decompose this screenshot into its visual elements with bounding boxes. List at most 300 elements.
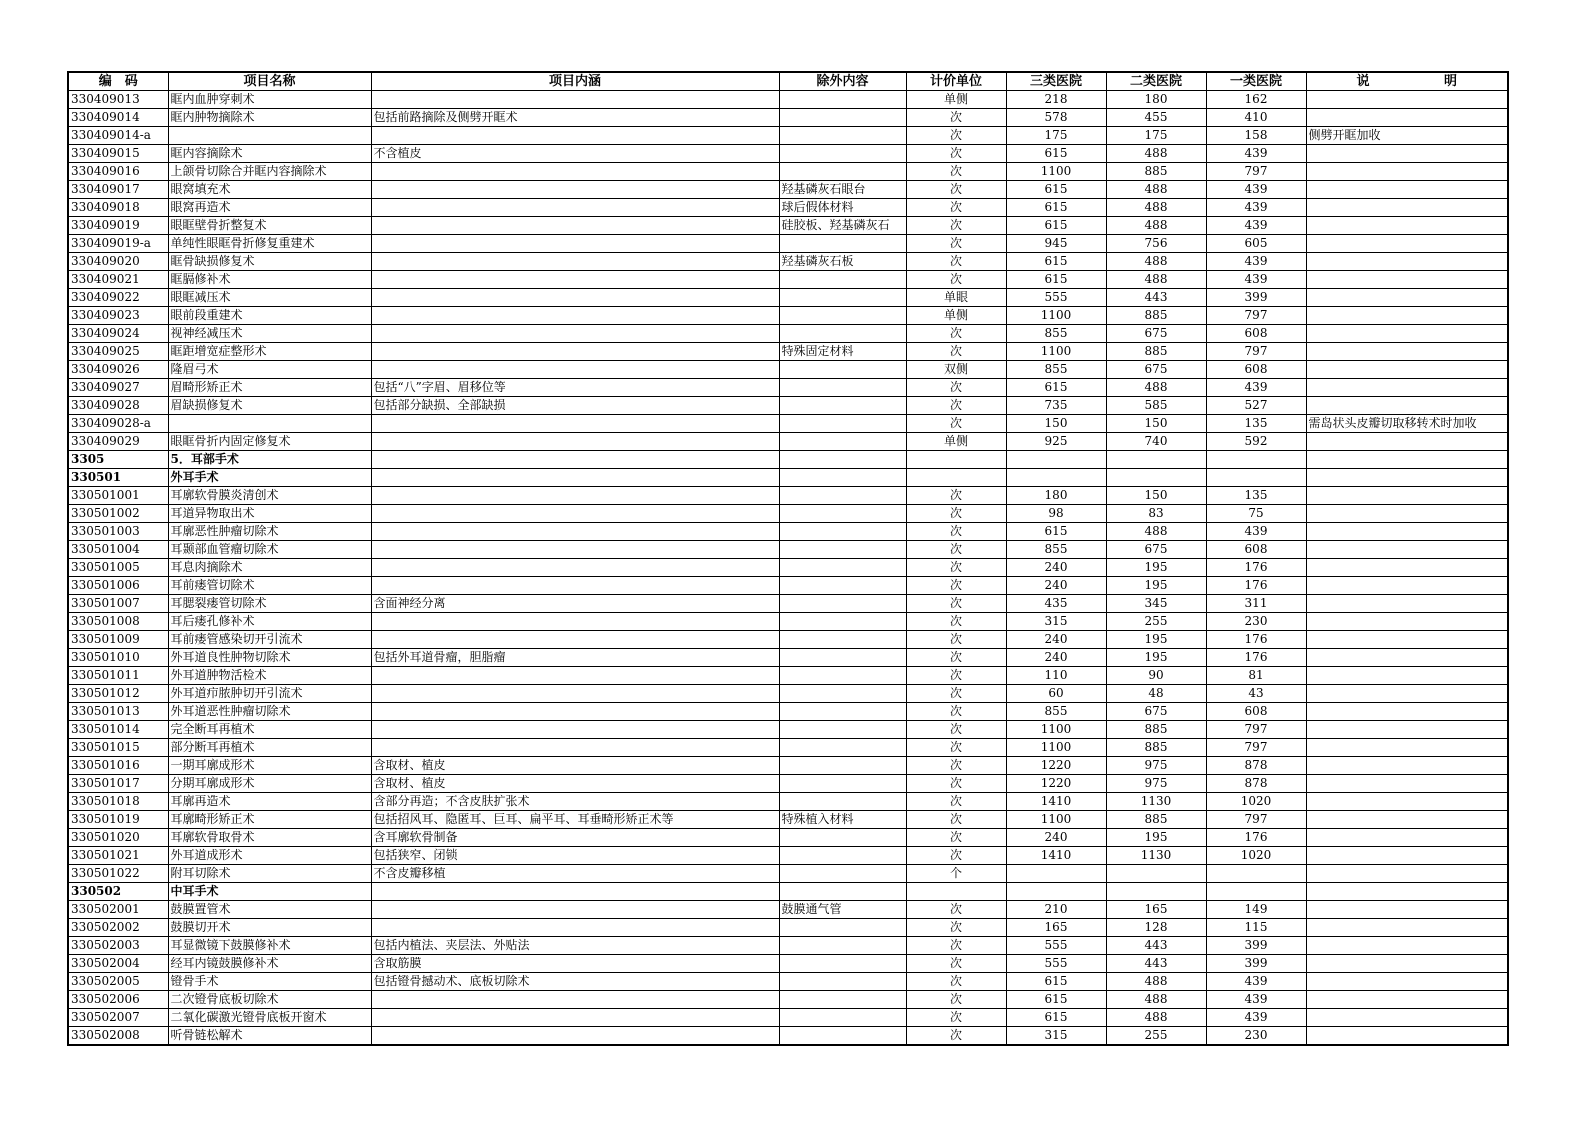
cell-content: 包括内植法、夹层法、外贴法 <box>371 937 779 955</box>
header-name: 项目名称 <box>168 72 371 91</box>
cell-name: 部分断耳再植术 <box>168 739 371 757</box>
cell-code: 330409022 <box>68 289 168 307</box>
cell-excluded: 硅胶板、羟基磷灰石 <box>779 217 906 235</box>
cell-note <box>1306 973 1508 991</box>
cell-code: 330501001 <box>68 487 168 505</box>
table-row <box>68 577 1508 595</box>
cell-price-class2: 488 <box>1106 973 1206 991</box>
cell-unit: 次 <box>906 685 1006 703</box>
cell-excluded <box>779 703 906 721</box>
cell-price-class3: 1100 <box>1006 307 1106 325</box>
cell-name: 眼眶壁骨折整复术 <box>168 217 371 235</box>
cell-price-class2: 180 <box>1106 91 1206 109</box>
cell-price-class2: 150 <box>1106 415 1206 433</box>
cell-content: 包括前路摘除及侧劈开眶术 <box>371 109 779 127</box>
cell-name: 中耳手术 <box>168 883 371 901</box>
cell-content <box>371 505 779 523</box>
cell-name: 眶内容摘除术 <box>168 145 371 163</box>
cell-content <box>371 235 779 253</box>
cell-note <box>1306 811 1508 829</box>
cell-content <box>371 613 779 631</box>
cell-content: 包括外耳道骨瘤，胆脂瘤 <box>371 649 779 667</box>
cell-price-class1: 797 <box>1206 739 1306 757</box>
cell-price-class2: 885 <box>1106 343 1206 361</box>
cell-price-class1: 439 <box>1206 523 1306 541</box>
table-row <box>68 685 1508 703</box>
cell-excluded <box>779 613 906 631</box>
cell-price-class3 <box>1006 865 1106 883</box>
cell-name: 外耳道肿物活检术 <box>168 667 371 685</box>
cell-price-class2 <box>1106 865 1206 883</box>
cell-code: 330409015 <box>68 145 168 163</box>
table-row <box>68 109 1508 127</box>
table-row <box>68 343 1508 361</box>
table-row <box>68 757 1508 775</box>
cell-unit: 次 <box>906 703 1006 721</box>
cell-content <box>371 631 779 649</box>
cell-unit: 个 <box>906 865 1006 883</box>
cell-content <box>371 1009 779 1027</box>
cell-price-class3: 855 <box>1006 703 1106 721</box>
cell-note <box>1306 523 1508 541</box>
cell-note <box>1306 235 1508 253</box>
cell-price-class3 <box>1006 469 1106 487</box>
cell-content <box>371 253 779 271</box>
cell-price-class1: 230 <box>1206 613 1306 631</box>
cell-note <box>1306 109 1508 127</box>
cell-code: 330502005 <box>68 973 168 991</box>
cell-price-class3: 1410 <box>1006 793 1106 811</box>
cell-code: 330501008 <box>68 613 168 631</box>
cell-note <box>1306 91 1508 109</box>
cell-price-class1: 399 <box>1206 955 1306 973</box>
cell-unit: 次 <box>906 721 1006 739</box>
table-row <box>68 127 1508 145</box>
table-row <box>68 487 1508 505</box>
cell-price-class2: 443 <box>1106 937 1206 955</box>
cell-code: 330409025 <box>68 343 168 361</box>
header-unit: 计价单位 <box>906 72 1006 91</box>
cell-unit: 次 <box>906 325 1006 343</box>
table-row <box>68 361 1508 379</box>
table-row <box>68 559 1508 577</box>
cell-content <box>371 685 779 703</box>
header-row <box>68 72 1508 91</box>
table-row <box>68 163 1508 181</box>
cell-note <box>1306 721 1508 739</box>
cell-price-class3: 240 <box>1006 829 1106 847</box>
cell-price-class3: 240 <box>1006 631 1106 649</box>
cell-content: 含部分再造；不含皮肤扩张术 <box>371 793 779 811</box>
cell-content <box>371 667 779 685</box>
cell-unit <box>906 451 1006 469</box>
cell-note <box>1306 685 1508 703</box>
table-body <box>68 91 1508 1046</box>
table-row <box>68 325 1508 343</box>
cell-price-class3: 735 <box>1006 397 1106 415</box>
cell-note <box>1306 739 1508 757</box>
cell-name: 附耳切除术 <box>168 865 371 883</box>
cell-price-class3: 555 <box>1006 937 1106 955</box>
cell-excluded <box>779 523 906 541</box>
cell-code: 330501018 <box>68 793 168 811</box>
cell-note <box>1306 901 1508 919</box>
cell-note <box>1306 199 1508 217</box>
cell-price-class1: 797 <box>1206 307 1306 325</box>
cell-note <box>1306 649 1508 667</box>
table-row <box>68 415 1508 433</box>
table-row <box>68 1009 1508 1027</box>
table-row <box>68 811 1508 829</box>
price-table-sheet <box>67 71 1507 1046</box>
cell-price-class3: 615 <box>1006 253 1106 271</box>
cell-code: 330502002 <box>68 919 168 937</box>
cell-price-class1: 176 <box>1206 577 1306 595</box>
cell-excluded <box>779 1009 906 1027</box>
cell-price-class3: 240 <box>1006 649 1106 667</box>
table-row <box>68 667 1508 685</box>
cell-price-class1: 608 <box>1206 325 1306 343</box>
cell-name: 鼓膜切开术 <box>168 919 371 937</box>
cell-price-class2: 175 <box>1106 127 1206 145</box>
cell-name: 经耳内镜鼓膜修补术 <box>168 955 371 973</box>
cell-unit: 次 <box>906 595 1006 613</box>
cell-name: 外耳道恶性肿瘤切除术 <box>168 703 371 721</box>
cell-price-class3: 615 <box>1006 991 1106 1009</box>
cell-unit: 单侧 <box>906 433 1006 451</box>
header-note-right: 明 <box>1443 74 1457 89</box>
table-row <box>68 505 1508 523</box>
cell-price-class3: 1410 <box>1006 847 1106 865</box>
cell-note <box>1306 865 1508 883</box>
cell-excluded: 特殊固定材料 <box>779 343 906 361</box>
cell-note <box>1306 181 1508 199</box>
cell-name: 眼眶骨折内固定修复术 <box>168 433 371 451</box>
cell-excluded <box>779 577 906 595</box>
cell-unit: 单眼 <box>906 289 1006 307</box>
table-row <box>68 253 1508 271</box>
cell-price-class2: 885 <box>1106 307 1206 325</box>
cell-code: 3305 <box>68 451 168 469</box>
cell-price-class2: 585 <box>1106 397 1206 415</box>
cell-name: 耳廓软骨取骨术 <box>168 829 371 847</box>
cell-excluded <box>779 325 906 343</box>
cell-excluded <box>779 505 906 523</box>
cell-excluded <box>779 415 906 433</box>
section-row <box>68 451 1508 469</box>
cell-price-class3: 615 <box>1006 379 1106 397</box>
cell-price-class1: 797 <box>1206 343 1306 361</box>
cell-price-class3: 615 <box>1006 181 1106 199</box>
cell-name: 隆眉弓术 <box>168 361 371 379</box>
cell-unit: 次 <box>906 523 1006 541</box>
cell-content <box>371 523 779 541</box>
cell-price-class3: 110 <box>1006 667 1106 685</box>
section-row <box>68 883 1508 901</box>
cell-price-class2: 488 <box>1106 271 1206 289</box>
table-row <box>68 631 1508 649</box>
cell-code: 330501002 <box>68 505 168 523</box>
table-row <box>68 397 1508 415</box>
cell-note <box>1306 919 1508 937</box>
cell-code: 330501 <box>68 469 168 487</box>
cell-excluded <box>779 541 906 559</box>
cell-code: 330409027 <box>68 379 168 397</box>
cell-price-class3: 1220 <box>1006 757 1106 775</box>
cell-excluded <box>779 433 906 451</box>
cell-price-class2: 443 <box>1106 955 1206 973</box>
cell-price-class3: 60 <box>1006 685 1106 703</box>
cell-unit: 次 <box>906 487 1006 505</box>
cell-price-class3: 315 <box>1006 613 1106 631</box>
cell-unit: 次 <box>906 145 1006 163</box>
cell-excluded <box>779 289 906 307</box>
cell-price-class1: 158 <box>1206 127 1306 145</box>
header-note <box>1306 72 1508 91</box>
cell-note <box>1306 757 1508 775</box>
cell-code: 330502007 <box>68 1009 168 1027</box>
table-row <box>68 217 1508 235</box>
cell-price-class2: 165 <box>1106 901 1206 919</box>
cell-name: 分期耳廓成形术 <box>168 775 371 793</box>
header-class3: 三类医院 <box>1006 72 1106 91</box>
cell-note <box>1306 289 1508 307</box>
cell-price-class3: 150 <box>1006 415 1106 433</box>
cell-content <box>371 127 779 145</box>
cell-note <box>1306 271 1508 289</box>
cell-code: 330501012 <box>68 685 168 703</box>
cell-excluded <box>779 163 906 181</box>
cell-price-class3: 1100 <box>1006 343 1106 361</box>
cell-code: 330501019 <box>68 811 168 829</box>
cell-price-class2: 885 <box>1106 721 1206 739</box>
cell-note <box>1306 829 1508 847</box>
cell-content <box>371 451 779 469</box>
cell-note <box>1306 217 1508 235</box>
cell-unit: 次 <box>906 127 1006 145</box>
cell-content <box>371 199 779 217</box>
cell-note <box>1306 541 1508 559</box>
cell-name: 视神经减压术 <box>168 325 371 343</box>
cell-content <box>371 541 779 559</box>
cell-unit: 次 <box>906 667 1006 685</box>
cell-name: 眼窝填充术 <box>168 181 371 199</box>
cell-price-class2: 255 <box>1106 613 1206 631</box>
cell-price-class3: 615 <box>1006 973 1106 991</box>
cell-note <box>1306 325 1508 343</box>
cell-unit: 次 <box>906 1009 1006 1027</box>
cell-price-class1: 162 <box>1206 91 1306 109</box>
cell-price-class2: 488 <box>1106 145 1206 163</box>
cell-name: 耳廓恶性肿瘤切除术 <box>168 523 371 541</box>
cell-price-class3: 615 <box>1006 1009 1106 1027</box>
cell-code: 330409013 <box>68 91 168 109</box>
cell-code: 330502 <box>68 883 168 901</box>
cell-unit: 次 <box>906 901 1006 919</box>
cell-price-class3: 578 <box>1006 109 1106 127</box>
cell-name: 外耳道成形术 <box>168 847 371 865</box>
cell-price-class1: 439 <box>1206 253 1306 271</box>
cell-content: 包括部分缺损、全部缺损 <box>371 397 779 415</box>
cell-price-class2: 675 <box>1106 361 1206 379</box>
table-row <box>68 955 1508 973</box>
cell-name: 单纯性眼眶骨折修复重建术 <box>168 235 371 253</box>
cell-excluded <box>779 955 906 973</box>
cell-unit: 次 <box>906 199 1006 217</box>
cell-code: 330409029 <box>68 433 168 451</box>
cell-price-class3 <box>1006 451 1106 469</box>
cell-code: 330501016 <box>68 757 168 775</box>
cell-price-class3: 435 <box>1006 595 1106 613</box>
cell-note <box>1306 667 1508 685</box>
cell-content <box>371 415 779 433</box>
cell-note <box>1306 991 1508 1009</box>
cell-excluded <box>779 919 906 937</box>
cell-code: 330409020 <box>68 253 168 271</box>
cell-content <box>371 343 779 361</box>
cell-excluded: 球后假体材料 <box>779 199 906 217</box>
cell-excluded <box>779 739 906 757</box>
cell-unit: 次 <box>906 757 1006 775</box>
cell-price-class1: 176 <box>1206 631 1306 649</box>
table-row <box>68 523 1508 541</box>
cell-unit <box>906 469 1006 487</box>
cell-excluded <box>779 757 906 775</box>
cell-code: 330409019-a <box>68 235 168 253</box>
cell-price-class3: 855 <box>1006 325 1106 343</box>
section-row <box>68 469 1508 487</box>
cell-content <box>371 469 779 487</box>
cell-excluded <box>779 667 906 685</box>
cell-name: 眼眶减压术 <box>168 289 371 307</box>
cell-name: 完全断耳再植术 <box>168 721 371 739</box>
table-row <box>68 145 1508 163</box>
cell-name: 耳道异物取出术 <box>168 505 371 523</box>
cell-code: 330501011 <box>68 667 168 685</box>
cell-price-class2 <box>1106 883 1206 901</box>
cell-price-class2: 488 <box>1106 253 1206 271</box>
cell-excluded <box>779 775 906 793</box>
cell-price-class1: 439 <box>1206 379 1306 397</box>
cell-unit: 次 <box>906 973 1006 991</box>
cell-excluded <box>779 973 906 991</box>
cell-content <box>371 1027 779 1046</box>
cell-price-class1: 439 <box>1206 181 1306 199</box>
cell-note <box>1306 433 1508 451</box>
cell-price-class1 <box>1206 865 1306 883</box>
cell-price-class1: 605 <box>1206 235 1306 253</box>
cell-content <box>371 433 779 451</box>
cell-price-class1: 878 <box>1206 757 1306 775</box>
cell-price-class1: 797 <box>1206 163 1306 181</box>
cell-note <box>1306 631 1508 649</box>
cell-price-class1: 439 <box>1206 217 1306 235</box>
cell-name: 耳廓软骨膜炎清创术 <box>168 487 371 505</box>
cell-unit: 单侧 <box>906 307 1006 325</box>
cell-code: 330409028 <box>68 397 168 415</box>
cell-excluded <box>779 451 906 469</box>
cell-price-class1: 135 <box>1206 415 1306 433</box>
cell-price-class3: 1100 <box>1006 163 1106 181</box>
cell-excluded <box>779 361 906 379</box>
cell-unit: 次 <box>906 649 1006 667</box>
cell-note: 需岛状头皮瓣切取移转术时加收 <box>1306 415 1508 433</box>
cell-code: 330409026 <box>68 361 168 379</box>
cell-unit <box>906 883 1006 901</box>
cell-code: 330502003 <box>68 937 168 955</box>
cell-price-class3: 615 <box>1006 145 1106 163</box>
cell-content <box>371 271 779 289</box>
cell-price-class1: 592 <box>1206 433 1306 451</box>
cell-code: 330501004 <box>68 541 168 559</box>
cell-content <box>371 181 779 199</box>
cell-price-class1: 608 <box>1206 541 1306 559</box>
cell-content <box>371 307 779 325</box>
cell-price-class1: 410 <box>1206 109 1306 127</box>
cell-price-class3: 1100 <box>1006 739 1106 757</box>
cell-content <box>371 487 779 505</box>
cell-content <box>371 883 779 901</box>
cell-code: 330501007 <box>68 595 168 613</box>
cell-price-class1: 527 <box>1206 397 1306 415</box>
cell-price-class2: 488 <box>1106 379 1206 397</box>
cell-code: 330409014 <box>68 109 168 127</box>
cell-price-class2: 675 <box>1106 541 1206 559</box>
cell-note: 侧劈开眶加收 <box>1306 127 1508 145</box>
cell-excluded <box>779 379 906 397</box>
cell-name: 耳颞部血管瘤切除术 <box>168 541 371 559</box>
cell-price-class2: 885 <box>1106 163 1206 181</box>
cell-price-class2: 128 <box>1106 919 1206 937</box>
cell-code: 330409016 <box>68 163 168 181</box>
cell-unit: 次 <box>906 613 1006 631</box>
cell-unit: 次 <box>906 1027 1006 1046</box>
table-row <box>68 235 1508 253</box>
cell-code: 330502004 <box>68 955 168 973</box>
cell-code: 330501005 <box>68 559 168 577</box>
cell-name: 外耳道疖脓肿切开引流术 <box>168 685 371 703</box>
cell-content <box>371 721 779 739</box>
cell-content: 包括“八”字眉、眉移位等 <box>371 379 779 397</box>
cell-price-class2: 195 <box>1106 577 1206 595</box>
cell-price-class2: 740 <box>1106 433 1206 451</box>
cell-price-class1: 135 <box>1206 487 1306 505</box>
cell-price-class3: 98 <box>1006 505 1106 523</box>
cell-unit: 次 <box>906 631 1006 649</box>
cell-price-class1 <box>1206 469 1306 487</box>
table-row <box>68 991 1508 1009</box>
table-row <box>68 973 1508 991</box>
cell-content <box>371 919 779 937</box>
cell-price-class1: 43 <box>1206 685 1306 703</box>
price-table <box>67 71 1509 1046</box>
cell-price-class1: 176 <box>1206 649 1306 667</box>
table-row <box>68 307 1508 325</box>
table-row <box>68 829 1508 847</box>
header-code: 编 码 <box>68 72 168 91</box>
cell-price-class2: 488 <box>1106 523 1206 541</box>
cell-name: 二氧化碳激光镫骨底板开窗术 <box>168 1009 371 1027</box>
cell-name: 眶内血肿穿刺术 <box>168 91 371 109</box>
cell-note <box>1306 595 1508 613</box>
header-content: 项目内涵 <box>371 72 779 91</box>
cell-price-class3: 615 <box>1006 523 1106 541</box>
cell-price-class1: 81 <box>1206 667 1306 685</box>
cell-unit: 次 <box>906 181 1006 199</box>
cell-excluded <box>779 109 906 127</box>
cell-code: 330501017 <box>68 775 168 793</box>
cell-content <box>371 559 779 577</box>
